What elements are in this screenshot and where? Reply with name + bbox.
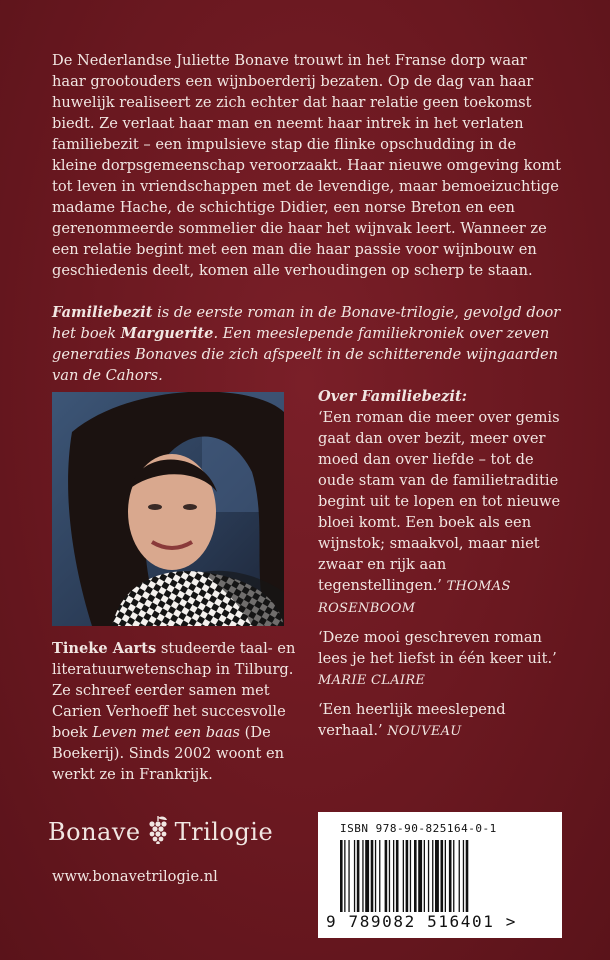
author-bio xyxy=(52,638,302,785)
author-previous-book: Leven met een baas xyxy=(92,724,241,741)
review-text: ‘Een heerlijk meeslepend verhaal.’ xyxy=(318,701,506,739)
bonave-trilogie-logo xyxy=(48,812,288,852)
author-name: Tineke Aarts xyxy=(52,640,157,657)
review-text: ‘Deze mooi geschreven roman lees je het liefst in één keer uit.’ xyxy=(318,629,557,667)
barcode-bars xyxy=(340,840,540,916)
isbn-label: ISBN 978-90-825164-0-1 xyxy=(340,822,497,835)
series-note xyxy=(52,302,562,386)
series-note-text-1: is de eerste roman in de Bonave-trilogie, gevolgd door het boek xyxy=(52,304,561,342)
reviews-heading: Over Familiebezit: xyxy=(318,388,468,405)
series-note-text-2: . Een meeslepende familiekroniek over zeven generaties Bonaves die zich afspeelt in de schitterende wijngaarden van de Cahors. xyxy=(52,325,559,384)
back-cover-blurb: De Nederlandse Juliette Bonave trouwt in het Franse dorp waar haar grootouders een wijnboerderij bezaten. Op de dag van haar huwelijk realiseert ze zich echter dat haar relatie geen toekomst biedt. Ze verlaat haar man en neemt haar intrek in het verlaten familiebezit – een impulsieve stap die flinke opschudding in de kleine dorpsgemeenschap veroorzaakt. Haar nieuwe omgeving komt tot leven in vriendschappen met de levendige, maar bemoeizuchtige madame Hache, de schichtige Didier, een norse Breton en een gerenommeerde sommelier die haar het wijnvak leert. Wanneer ze een relatie begint met een man die haar passie voor wijnbouw en geschiedenis deelt, komen alle verhoudingen op scherp te staan. xyxy=(52,52,561,279)
series-book2-title: Marguerite xyxy=(120,325,214,342)
isbn-barcode xyxy=(318,812,562,938)
author-bio-text-2: (De Boekerij). Sinds 2002 woont en werkt ze in Frankrijk. xyxy=(52,724,285,783)
review-text: ‘Een roman die meer over gemis gaat dan over bezit, meer over moed dan over liefde – tot de oude stam van de familietraditie begint uit te lopen en tot nieuwe bloei komt. Een boek als een wijnstok; smaakvol, maar niet zwaar en rijk aan tegenstellingen.’ xyxy=(318,409,561,594)
review-quote xyxy=(318,699,568,742)
review-quote xyxy=(318,627,568,691)
series-book1-title: Familiebezit xyxy=(52,304,153,321)
logo-word-1: Bonave xyxy=(48,818,141,846)
review-quote xyxy=(318,407,568,619)
review-source: NOUVEAU xyxy=(387,724,462,739)
website-url: www.bonavetrilogie.nl xyxy=(52,868,218,885)
logo-word-2: Trilogie xyxy=(174,818,274,846)
author-photo xyxy=(52,392,284,626)
review-source: THOMAS ROSENBOOM xyxy=(318,579,511,616)
reviews-section xyxy=(318,386,568,750)
barcode-digits: 9 789082 516401 > xyxy=(326,912,517,931)
review-source: MARIE CLAIRE xyxy=(318,673,426,688)
author-bio-text-1: studeerde taal- en literatuurwetenschap in Tilburg. Ze schreef eerder samen met Carien Verhoeff het succesvolle boek xyxy=(52,640,296,741)
grape-cluster-icon xyxy=(147,814,169,850)
